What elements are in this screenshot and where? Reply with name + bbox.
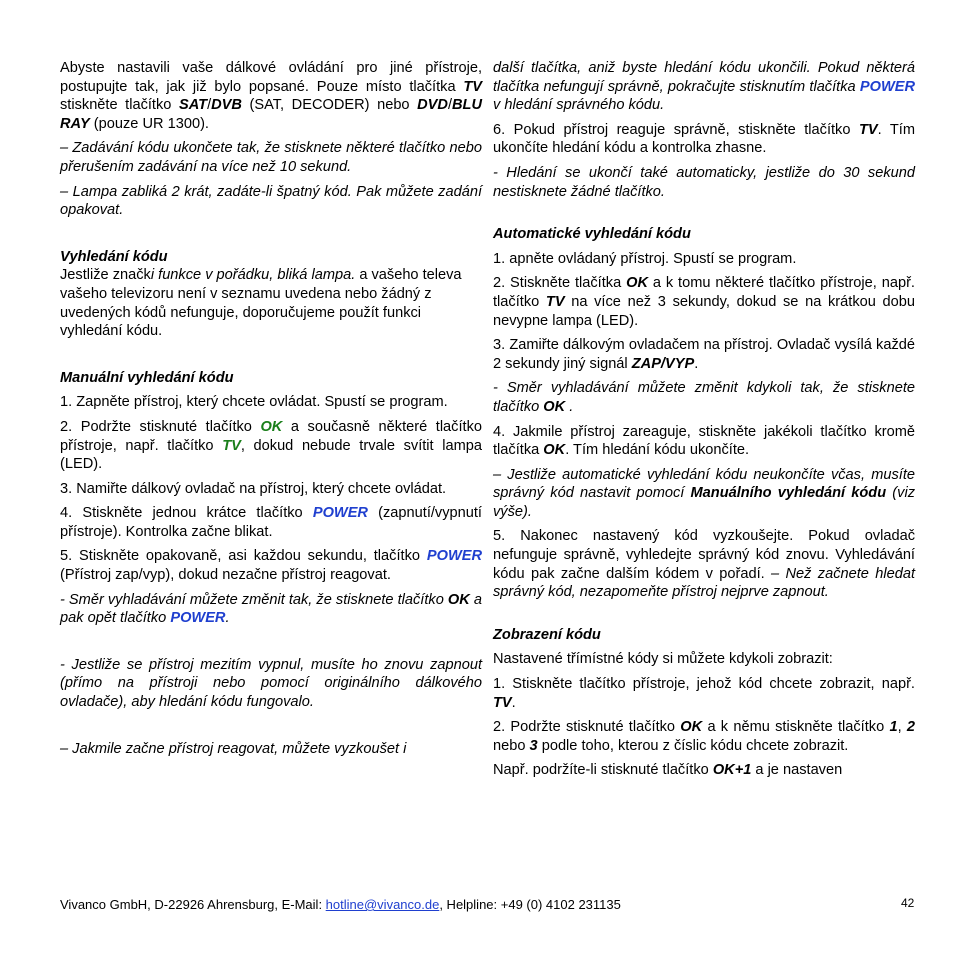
key-ok: OK bbox=[543, 442, 566, 459]
right-column bbox=[493, 59, 915, 786]
text: v hledání správného kódu. bbox=[493, 97, 665, 114]
text: 6. Pokud přístroj reaguje správně, stiskněte tlačítko bbox=[493, 121, 859, 138]
text: 1. Stiskněte tlačítko přístroje, jehož kód chcete zobrazit, např. bbox=[493, 676, 915, 693]
note-wrong-code: – Lampa zabliká 2 krát, zadáte-li špatný kód. Pak můžete zadání opakovat. bbox=[60, 183, 482, 219]
text: / bbox=[207, 97, 212, 114]
text: Např. podržíte-li stisknuté tlačítko bbox=[493, 762, 713, 779]
page-number: 42 bbox=[901, 896, 915, 910]
text: další tlačítka, aniž byste hledání kódu ukončili. Pokud některá tlačítka nefungují správně, pokračujte stisknutím tlačítka bbox=[493, 60, 915, 95]
manual-step-5 bbox=[60, 547, 482, 584]
code-search-text bbox=[60, 266, 482, 340]
text: (SAT, DECODER) nebo bbox=[241, 97, 418, 114]
key-zap-vyp: ZAP/VYP bbox=[631, 355, 695, 372]
display-step-2 bbox=[493, 718, 915, 755]
text: 2. Podržte stisknuté tlačítko bbox=[493, 719, 681, 736]
auto-step-2 bbox=[493, 274, 915, 330]
key-1: 1 bbox=[889, 719, 898, 736]
text: a k němu stiskněte tlačítko bbox=[702, 719, 890, 736]
key-dvb: DVB bbox=[211, 97, 242, 114]
footer-company: Vivanco GmbH, D-22926 Ahrensburg, E-Mail: bbox=[60, 897, 326, 912]
auto-step-1: 1. apněte ovládaný přístroj. Spustí se program. bbox=[493, 250, 797, 267]
text: - Směr vyhladávání můžete změnit tak, že stisknete tlačítko bbox=[60, 591, 448, 608]
text: 5. Nakonec nastavený kód vyzkoušejte. Pokud ovladač nefunguje správně, vyhledejte správný kód znovu. Vyhledávání kódu pak začne dalším kódem v pořadí. bbox=[493, 528, 915, 582]
continued-text bbox=[493, 59, 915, 115]
manual-step-3: 3. Namiřte dálkový ovladač na přístroj, který chcete ovládat. bbox=[60, 480, 447, 497]
display-example bbox=[493, 761, 915, 780]
auto-note-manual bbox=[493, 466, 915, 522]
key-ok: OK bbox=[260, 418, 283, 435]
text: a současně některé tlačítko přístroje, např. tlačítko bbox=[60, 418, 482, 454]
text: 4. Jakmile přístroj zareaguje, stiskněte jakékoli tlačítko kromě tlačítka bbox=[493, 423, 915, 459]
text: 2. Stiskněte tlačítka bbox=[493, 275, 627, 292]
key-power: POWER bbox=[859, 78, 915, 95]
text: stiskněte tlačítko bbox=[60, 97, 179, 114]
text: nebo bbox=[493, 737, 530, 754]
key-tv: TV bbox=[545, 293, 565, 310]
intro-paragraph bbox=[60, 59, 482, 133]
display-intro: Nastavené třímístné kódy si můžete kdykoli zobrazit: bbox=[493, 651, 833, 668]
key-ok: OK bbox=[543, 398, 566, 415]
key-power: POWER bbox=[170, 610, 226, 627]
text: / bbox=[447, 97, 452, 114]
text: . bbox=[694, 355, 699, 372]
text: a k tomu některé tlačítko přístroje, např. tlačítko bbox=[493, 275, 915, 310]
display-step-1 bbox=[493, 675, 915, 712]
key-3: 3 bbox=[529, 737, 538, 754]
text: a je nastaven bbox=[751, 762, 843, 779]
key-ok: OK bbox=[680, 719, 703, 736]
note-auto-timeout: - Hledání se ukončí také automaticky, jestliže do 30 sekund nestisknete žádné tlačítko. bbox=[493, 164, 915, 200]
note-finish-entry: – Zadávání kódu ukončete tak, že stisknete některé tlačítko nebo přerušením zadávání na více než 10 sekund. bbox=[60, 140, 482, 175]
manual-note-direction bbox=[60, 591, 482, 628]
text: 4. Stiskněte jednou krátce tlačítko bbox=[60, 505, 313, 522]
key-ok: OK bbox=[447, 591, 470, 608]
text: , bbox=[897, 719, 907, 736]
key-power: POWER bbox=[426, 548, 482, 565]
text: . bbox=[511, 694, 516, 711]
footer-helpline: , Helpline: +49 (0) 4102 231135 bbox=[439, 897, 621, 912]
heading-code-search: Vyhledání kódu bbox=[60, 248, 168, 265]
text: (viz výše). bbox=[493, 485, 915, 520]
auto-note-direction bbox=[493, 379, 915, 416]
text: na více než 3 sekundy, dokud se na krátkou dobu nevypne lampa (LED). bbox=[493, 293, 915, 329]
auto-step-3 bbox=[493, 336, 915, 373]
auto-step-5 bbox=[493, 527, 915, 601]
text: . Tím hledání kódu ukončíte. bbox=[565, 442, 750, 459]
email-link[interactable]: hotline@vivanco.de bbox=[325, 897, 440, 912]
text: a pak opět tlačítko bbox=[60, 591, 482, 627]
text: 5. Stiskněte opakovaně, asi každou sekundu, tlačítko bbox=[60, 548, 427, 565]
key-tv: TV bbox=[858, 121, 878, 138]
text: (pouze UR 1300). bbox=[89, 115, 209, 132]
text: 2. Podržte stisknuté tlačítko bbox=[60, 418, 261, 435]
key-sat: SAT bbox=[178, 97, 208, 114]
key-ok-plus-1: OK+1 bbox=[712, 762, 752, 779]
manual-note-power-off: - Jestliže se přístroj mezitím vypnul, musíte ho znovu zapnout (přímo na přístroji nebo pomocí originálního dálkového ovladače), aby hledání kódu fungovalo. bbox=[60, 656, 482, 711]
text: – Než začnete hledat správný kód, nezapomeňte přístroj nejprve zapnout. bbox=[493, 565, 915, 601]
text: . Tím ukončíte hledání kódu a kontrolka zhasne. bbox=[493, 121, 915, 157]
text: . bbox=[565, 398, 574, 415]
text: Abyste nastavili vaše dálkové ovládání pro jiné přístroje, postupujte tak, jak již bylo popsané. Pouze místo tlačítka bbox=[60, 60, 482, 95]
manual-step-6 bbox=[493, 121, 915, 158]
text: (Přístroj zap/vyp), dokud nezačne přístroj reagovat. bbox=[60, 567, 391, 584]
auto-step-4 bbox=[493, 423, 915, 460]
text: - Směr vyhladávání můžete změnit kdykoli tak, že stisknete tlačítko bbox=[493, 380, 915, 415]
text: podle toho, kterou z číslic kódu chcete zobrazit. bbox=[537, 737, 849, 754]
key-tv: TV bbox=[222, 437, 241, 454]
manual-step-1: 1. Zapněte přístroj, který chcete ovládat. Spustí se program. bbox=[60, 394, 448, 411]
text: 3. Zamiřte dálkovým ovladačem na přístroj. Ovladač vysílá každé 2 sekundy jiný signál bbox=[493, 337, 915, 372]
footer bbox=[60, 897, 621, 912]
manual-step-2 bbox=[60, 418, 482, 474]
text: (zapnutí/vypnutí přístroje). Kontrolka začne blikat. bbox=[60, 505, 482, 540]
heading-auto-search: Automatické vyhledání kódu bbox=[493, 226, 691, 243]
key-dvd: DVD bbox=[417, 97, 448, 114]
key-bluray: BLU RAY bbox=[60, 97, 482, 132]
text: i funkce v pořádku, bliká lampa. bbox=[150, 267, 356, 284]
heading-code-display: Zobrazení kódu bbox=[493, 626, 601, 643]
manual-note-react: – Jakmile začne přístroj reagovat, můžete vyzkoušet i bbox=[60, 740, 407, 757]
key-2: 2 bbox=[906, 719, 915, 736]
manual-step-4 bbox=[60, 504, 482, 541]
key-power: POWER bbox=[312, 505, 368, 522]
heading-manual-search: Manuální vyhledání kódu bbox=[60, 369, 234, 386]
key-ok: OK bbox=[626, 275, 648, 292]
text: . bbox=[225, 610, 230, 627]
key-tv: TV bbox=[463, 78, 482, 95]
left-column bbox=[60, 59, 482, 764]
key-tv: TV bbox=[493, 694, 512, 711]
text: a vašeho televa vašeho televizoru není v seznamu uvedena nebo žádný z uvedených kódů nefunguje, doporučujeme použít funkci vyhledání kódu. bbox=[60, 267, 462, 340]
manual-search-ref: Manuálního vyhledání kódu bbox=[690, 485, 887, 502]
text: , dokud nebude trvale svítit lampa (LED). bbox=[60, 437, 482, 473]
text: Jestliže značk bbox=[60, 267, 151, 284]
text: – Jestliže automatické vyhledání kódu neukončíte včas, musíte správný kód nastavit pomocí bbox=[493, 466, 915, 502]
